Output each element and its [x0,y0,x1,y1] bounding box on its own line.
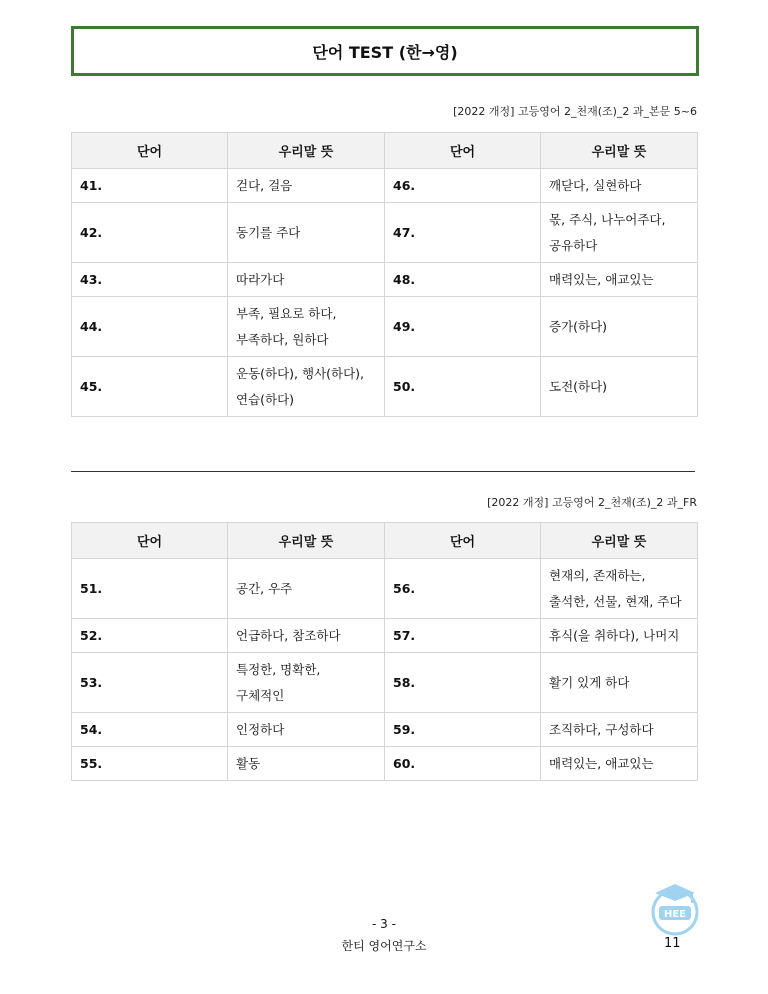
word-number: 56. [385,559,541,619]
header-word: 단어 [385,523,541,559]
meaning-line: 몫, 주식, 나누어주다, [549,211,666,227]
word-meaning [541,619,698,653]
meaning-line: 언급하다, 참조하다 [236,627,341,643]
logo-text: HEE [663,909,687,920]
header-word: 단어 [72,133,228,169]
meaning-line: 매력있는, 애교있는 [549,755,654,771]
meaning-line: 따라가다 [236,271,285,287]
page-title [71,26,699,76]
meaning-line: 구체적인 [236,687,285,703]
header-meaning: 우리말 뜻 [541,523,698,559]
word-number: 52. [72,619,228,653]
table-header-row [72,133,698,169]
word-number: 48. [385,263,541,297]
word-number: 41. [72,169,228,203]
word-meaning [541,559,698,619]
table-row [72,619,698,653]
word-meaning [541,357,698,417]
meaning-line: 걷다, 걸음 [236,177,293,193]
word-meaning [228,169,385,203]
meaning-line: 공간, 우주 [236,580,293,596]
word-number: 49. [385,297,541,357]
word-meaning [541,713,698,747]
section-divider [71,471,695,472]
word-meaning [228,619,385,653]
meaning-line: 매력있는, 애교있는 [549,271,654,287]
section2-source: [2022 개정] 고등영어 2_천재(조)_2 과_FR [487,496,697,509]
meaning-line: 증가(하다) [549,318,608,334]
word-meaning [228,559,385,619]
word-meaning [228,203,385,263]
word-meaning [228,297,385,357]
meaning-line: 운동(하다), 행사(하다), [236,365,365,381]
word-meaning [541,297,698,357]
word-meaning [228,747,385,781]
header-word: 단어 [385,133,541,169]
table-row [72,747,698,781]
header-word: 단어 [72,523,228,559]
word-number: 50. [385,357,541,417]
table-row [72,203,698,263]
word-number: 54. [72,713,228,747]
page-number-right: 11 [664,936,681,951]
section1-source: [2022 개정] 고등영어 2_천재(조)_2 과_본문 5~6 [453,105,697,118]
word-number: 53. [72,653,228,713]
vocab-table-1 [71,132,698,417]
word-number: 44. [72,297,228,357]
meaning-line: 휴식(을 취하다), 나머지 [549,627,680,643]
table-row [72,357,698,417]
footer-org: 한티 영어연구소 [341,939,427,953]
word-meaning [228,357,385,417]
word-meaning [541,653,698,713]
meaning-line: 공유하다 [549,237,598,253]
table-row [72,653,698,713]
table-row [72,559,698,619]
table-row [72,263,698,297]
word-meaning [228,263,385,297]
meaning-line: 동기를 주다 [236,224,301,240]
table-header-row [72,523,698,559]
meaning-line: 부족, 필요로 하다, [236,305,337,321]
word-number: 42. [72,203,228,263]
table-row [72,713,698,747]
meaning-line: 깨닫다, 실현하다 [549,177,642,193]
meaning-line: 활기 있게 하다 [549,674,630,690]
word-number: 55. [72,747,228,781]
word-number: 60. [385,747,541,781]
word-number: 59. [385,713,541,747]
word-meaning [541,747,698,781]
header-meaning: 우리말 뜻 [228,523,385,559]
word-meaning [541,169,698,203]
word-meaning [228,713,385,747]
word-number: 51. [72,559,228,619]
word-number: 47. [385,203,541,263]
word-meaning [541,203,698,263]
meaning-line: 연습(하다) [236,391,295,407]
header-meaning: 우리말 뜻 [541,133,698,169]
header-meaning: 우리말 뜻 [228,133,385,169]
vocab-table-2 [71,522,698,781]
word-number: 46. [385,169,541,203]
word-number: 58. [385,653,541,713]
word-meaning [541,263,698,297]
meaning-line: 출석한, 선물, 현재, 주다 [549,593,682,609]
meaning-line: 현재의, 존재하는, [549,567,646,583]
table-row [72,169,698,203]
meaning-line: 특정한, 명확한, [236,661,321,677]
meaning-line: 도전(하다) [549,378,608,394]
word-number: 43. [72,263,228,297]
meaning-line: 활동 [236,755,261,771]
meaning-line: 부족하다, 원하다 [236,331,329,347]
word-number: 57. [385,619,541,653]
page-title-text: 단어 TEST (한→영) [312,42,458,62]
word-meaning [228,653,385,713]
word-number: 45. [72,357,228,417]
meaning-line: 조직하다, 구성하다 [549,721,654,737]
meaning-line: 인정하다 [236,721,285,737]
page-number: - 3 - [372,917,396,931]
table-row [72,297,698,357]
